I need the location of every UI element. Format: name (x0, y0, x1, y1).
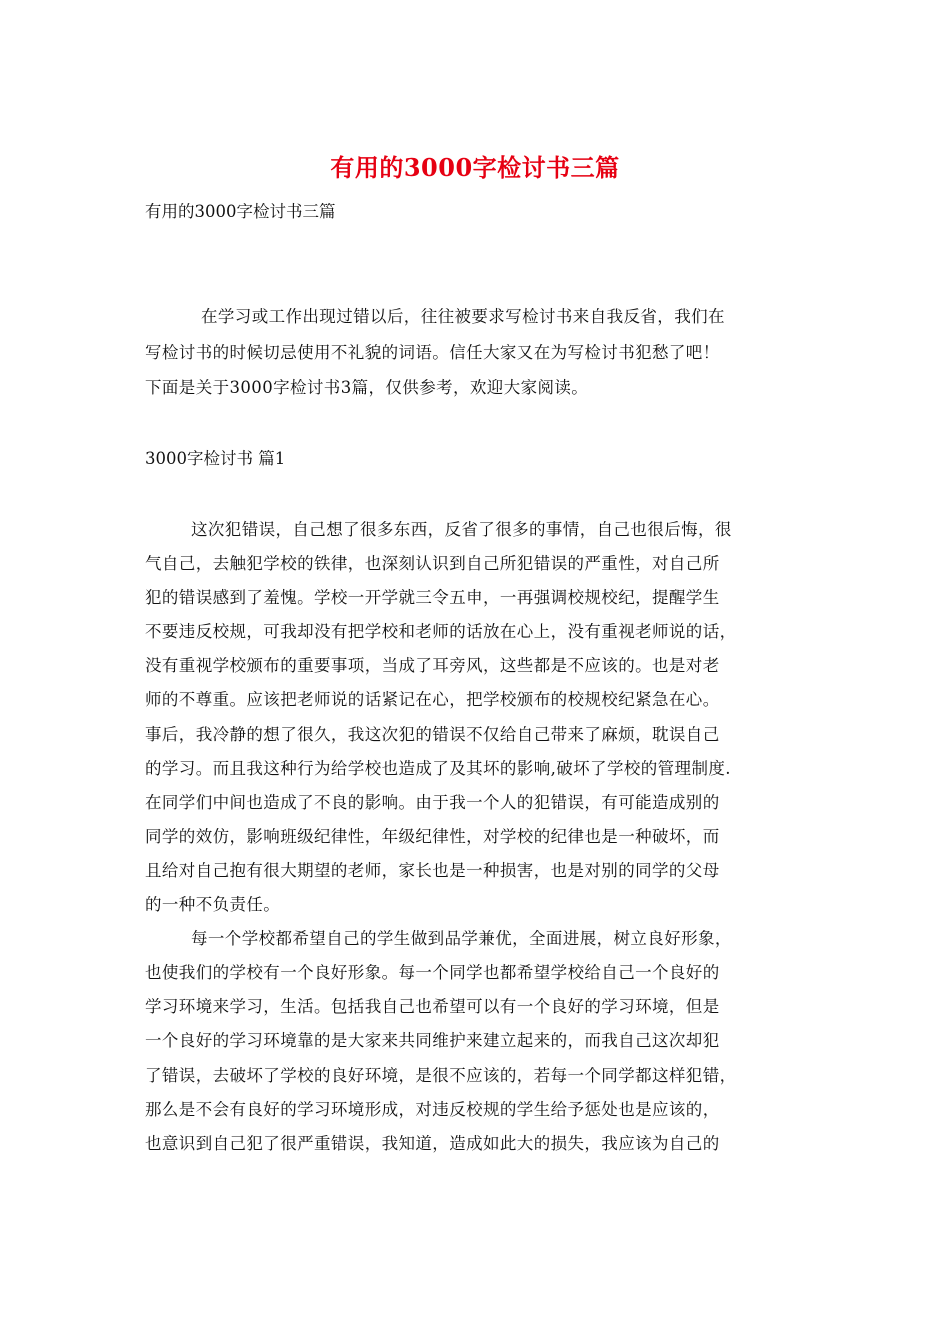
paragraph-line: 的一种不负责任。 (145, 895, 281, 915)
intro-line: 写检讨书的时候切忌使用不礼貌的词语。信任大家又在为写检讨书犯愁了吧！ (145, 342, 720, 362)
paragraph-line: 事后，我冷静的想了很久，我这次犯的错误不仅给自己带来了麻烦，耽误自己 (145, 724, 720, 744)
body-text (145, 513, 810, 1161)
paragraph-line: 这次犯错误，自己想了很多东西，反省了很多的事情，自己也很后悔，很 (191, 520, 732, 539)
paragraph-line: 也意识到自己犯了很严重错误，我知道，造成如此大的损失，我应该为自己的 (145, 1133, 720, 1153)
document-subtitle: 有用的3000字检讨书三篇 (145, 202, 336, 221)
paragraph-line: 同学的效仿，影响班级纪律性，年级纪律性，对学校的纪律也是一种破坏，而 (145, 826, 720, 846)
paragraph-line: 每一个学校都希望自己的学生做到品学兼优，全面进展，树立良好形象， (191, 929, 732, 949)
paragraph-line: 不要违反校规，可我却没有把学校和老师的话放在心上，没有重视老师说的话， (145, 622, 737, 642)
paragraph-line: 那么是不会有良好的学习环境形成，对违反校规的学生给予惩处也是应该的， (145, 1099, 720, 1119)
paragraph-line: 没有重视学校颁布的重要事项，当成了耳旁风，这些都是不应该的。也是对老 (145, 656, 720, 676)
intro-line: 在学习或工作出现过错以后，往往被要求写检讨书来自我反省，我们在 (201, 307, 725, 326)
paragraph-line: 气自己，去触犯学校的铁律，也深刻认识到自己所犯错误的严重性，对自己所 (145, 554, 720, 574)
paragraph-line: 且给对自己抱有很大期望的老师，家长也是一种损害，也是对别的同学的父母 (145, 860, 720, 880)
paragraph-line: 在同学们中间也造成了不良的影响。由于我一个人的犯错误，有可能造成别的 (145, 792, 720, 812)
paragraph-line: 的学习。而且我这种行为给学校也造成了及其坏的影响,破坏了学校的管理制度. (145, 758, 731, 778)
paragraph-line: 了错误，去破坏了学校的良好环境，是很不应该的，若每一个同学都这样犯错， (145, 1065, 737, 1085)
paragraph-line: 学习环境来学习，生活。包括我自己也希望可以有一个良好的学习环境，但是 (145, 997, 720, 1017)
paragraph-line: 也使我们的学校有一个良好形象。每一个同学也都希望学校给自己一个良好的 (145, 963, 720, 983)
intro-paragraph (145, 299, 810, 406)
document-title: 有用的3000字检讨书三篇 (330, 153, 620, 182)
section-heading: 3000字检讨书 篇1 (145, 449, 286, 468)
intro-line: 下面是关于3000字检讨书3篇，仅供参考，欢迎大家阅读。 (145, 378, 589, 397)
paragraph-line: 一个良好的学习环境靠的是大家来共同维护来建立起来的，而我自己这次却犯 (145, 1031, 720, 1051)
paragraph-line: 犯的错误感到了羞愧。学校一开学就三令五申，一再强调校规校纪，提醒学生 (145, 588, 720, 608)
paragraph-line: 师的不尊重。应该把老师说的话紧记在心，把学校颁布的校规校纪紧急在心。 (145, 690, 720, 710)
